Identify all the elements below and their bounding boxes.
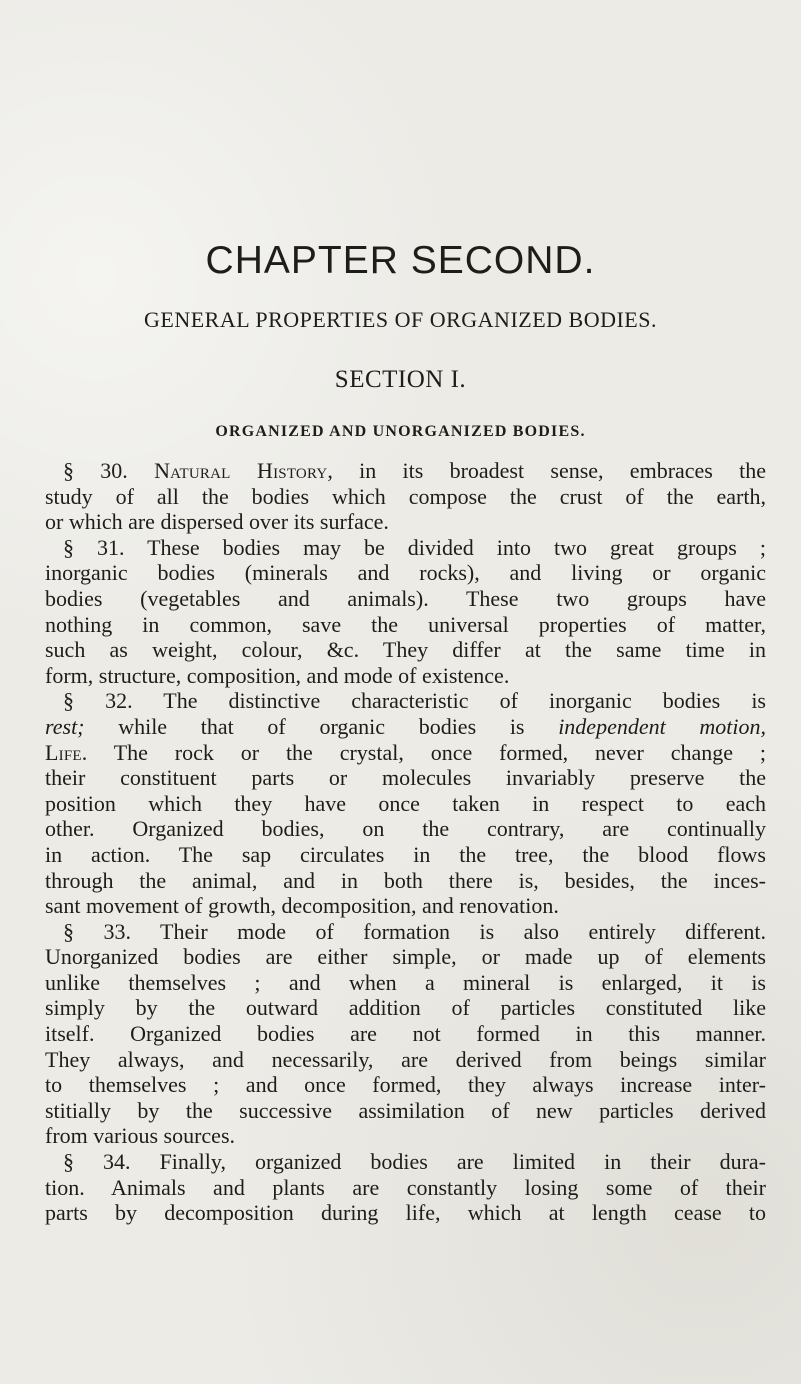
text-line: [45, 970, 766, 996]
text-segment: Life: [45, 739, 82, 765]
text-line: [45, 740, 766, 766]
text-segment: § 33. Their mode of formation is also entirely different.: [63, 918, 766, 944]
text-line: [45, 560, 766, 586]
text-segment: § 32. The distinctive characteristic of inorganic bodies is: [63, 688, 766, 714]
text-line: [45, 1123, 766, 1149]
text-line: [45, 509, 766, 535]
text-segment: tion. Animals and plants are constantly losing some of their: [45, 1174, 766, 1200]
text-segment: unlike themselves ; and when a mineral is enlarged, it is: [45, 969, 766, 995]
text-segment: while that of organic bodies is: [84, 713, 559, 739]
text-segment: § 31. These bodies may be divided into two great groups ;: [63, 534, 766, 560]
text-segment: § 30.: [63, 458, 155, 483]
text-line: [45, 612, 766, 638]
text-segment: or which are dispersed over its surface.: [45, 509, 389, 535]
text-segment: bodies (vegetables and animals). These two groups have: [45, 585, 766, 611]
text-segment: stitially by the successive assimilation of new particles derived: [45, 1097, 766, 1123]
text-line: [45, 791, 766, 817]
text-line: [45, 765, 766, 791]
text-segment: . The rock or the crystal, once formed, never change ;: [81, 739, 766, 765]
text-segment: rest;: [45, 713, 85, 739]
text-line: [45, 1149, 766, 1175]
text-segment: study of all the bodies which compose the crust of the earth,: [45, 483, 766, 509]
text-segment: in action. The sap circulates in the tree, the blood flows: [45, 841, 766, 867]
text-line: [45, 1175, 766, 1201]
chapter-subtitle: GENERAL PROPERTIES OF ORGANIZED BODIES.: [144, 307, 657, 332]
text-segment: itself. Organized bodies are not formed in this manner.: [45, 1021, 766, 1047]
text-line: [45, 688, 766, 714]
text-line: [45, 1098, 766, 1124]
text-line: [45, 868, 766, 894]
chapter-title: CHAPTER SECOND.: [205, 239, 596, 282]
text-line: [45, 995, 766, 1021]
text-segment: to themselves ; and once formed, they always increase inter-: [45, 1072, 766, 1098]
text-segment: other. Organized bodies, on the contrary, are continually: [45, 816, 766, 842]
text-line: [45, 484, 766, 510]
text-line: [45, 1021, 766, 1047]
text-line: [45, 458, 766, 484]
text-segment: their constituent parts or molecules invariably preserve the: [45, 765, 766, 791]
text-segment: § 34. Finally, organized bodies are limited in their dura-: [63, 1149, 766, 1175]
text-segment: , in its broadest sense, embraces the: [327, 458, 767, 483]
text-segment: Natural History: [154, 458, 328, 483]
text-line: [45, 944, 766, 970]
text-segment: form, structure, composition, and mode of existence.: [45, 662, 510, 688]
text-line: [45, 893, 766, 919]
text-segment: from various sources.: [45, 1123, 236, 1149]
text-segment: position which they have once taken in respect to each: [45, 790, 766, 816]
text-line: [45, 919, 766, 945]
text-line: [45, 842, 766, 868]
text-segment: Unorganized bodies are either simple, or made up of elements: [45, 944, 766, 970]
text-line: [45, 1200, 766, 1226]
text-segment: inorganic bodies (minerals and rocks), and living or organic: [45, 560, 766, 586]
text-line: [45, 714, 766, 740]
text-line: [45, 1072, 766, 1098]
text-line: [45, 663, 766, 689]
text-line: [45, 535, 766, 561]
text-segment: independent motion,: [558, 713, 767, 739]
section-subtitle: ORGANIZED AND UNORGANIZED BODIES.: [215, 423, 586, 440]
text-segment: They always, and necessarily, are derived from beings similar: [45, 1046, 766, 1072]
text-segment: through the animal, and in both there is, besides, the inces-: [45, 867, 766, 893]
text-segment: parts by decomposition during life, which at length cease to: [45, 1200, 766, 1226]
text-line: [45, 637, 766, 663]
text-segment: sant movement of growth, decomposition, and renovation.: [45, 893, 559, 919]
text-line: [45, 1047, 766, 1073]
section-title: SECTION I.: [334, 366, 467, 393]
text-segment: simply by the outward addition of particles constituted like: [45, 995, 766, 1021]
body-text: [45, 458, 766, 1226]
text-segment: nothing in common, save the universal properties of matter,: [45, 611, 766, 637]
text-segment: such as weight, colour, &c. They differ at the same time in: [45, 637, 766, 663]
text-line: [45, 816, 766, 842]
text-line: [45, 586, 766, 612]
